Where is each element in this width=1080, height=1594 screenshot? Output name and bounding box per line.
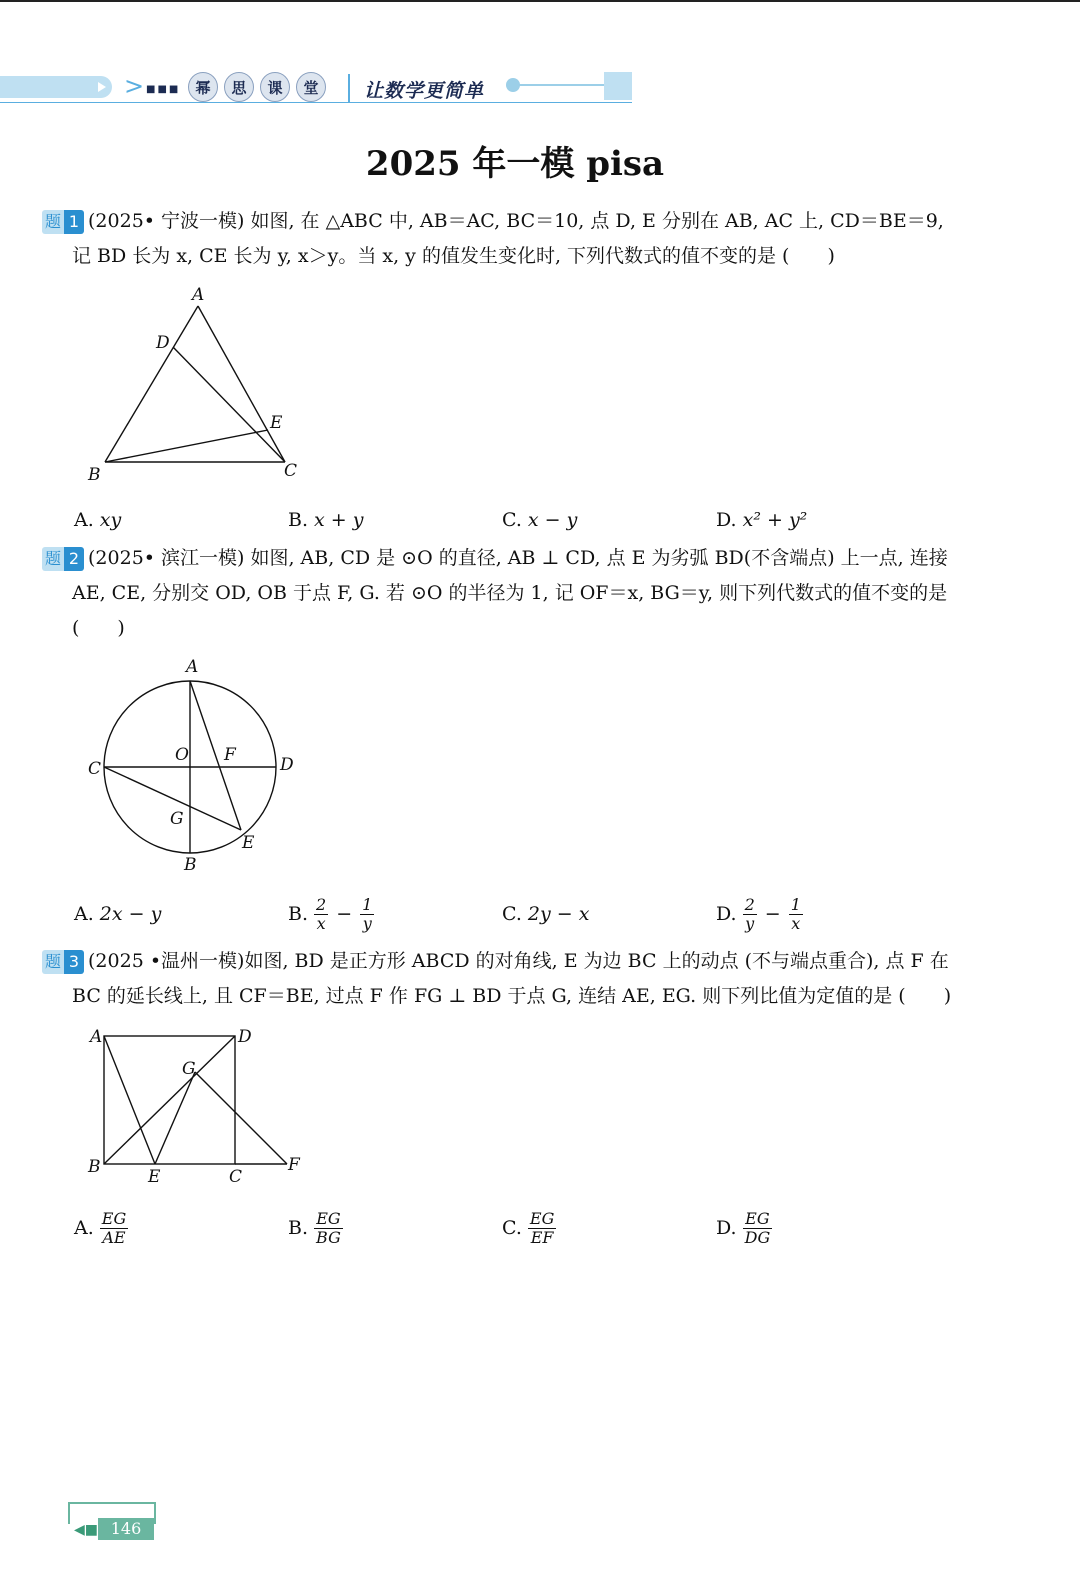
point-label: C <box>88 759 102 779</box>
numerator: 1 <box>362 894 373 914</box>
numerator: EG <box>101 1208 127 1228</box>
option-a[interactable] <box>74 1208 128 1248</box>
denominator: y <box>362 913 372 933</box>
denominator: x <box>316 913 326 933</box>
dots-icon: ■■■ <box>146 84 181 95</box>
question-number: 3 <box>64 950 84 974</box>
denominator: DG <box>744 1227 771 1247</box>
question-label-text: 题 <box>42 210 64 234</box>
fraction <box>314 1210 343 1247</box>
denominator: x <box>791 913 801 933</box>
option-letter: C. <box>502 1217 522 1239</box>
option-c[interactable] <box>502 894 589 934</box>
banner-bar <box>0 76 112 98</box>
fraction <box>360 896 374 933</box>
point-label: F <box>288 1155 300 1175</box>
point-label: B <box>88 1157 101 1177</box>
option-text: x² + y² <box>742 509 808 531</box>
brand-badge: 思 <box>224 72 254 102</box>
option-d[interactable] <box>716 500 807 540</box>
question-label <box>42 950 84 974</box>
point-label: B <box>184 855 197 875</box>
brand-badge: 课 <box>260 72 290 102</box>
square-figure <box>80 1020 320 1200</box>
segment-eg <box>155 1072 195 1164</box>
option-letter: D. <box>716 509 737 531</box>
option-letter: C. <box>502 509 522 531</box>
option-letter: C. <box>502 903 522 925</box>
point-label: E <box>242 833 255 853</box>
question-number: 2 <box>64 547 84 571</box>
question-3 <box>42 944 1002 1014</box>
segment-ae <box>104 1036 155 1164</box>
banner-block <box>604 72 632 100</box>
question-3-line-1 <box>42 944 1002 979</box>
brand-badge: 幂 <box>188 72 218 102</box>
segment-fg <box>195 1072 287 1164</box>
denominator: AE <box>102 1227 126 1247</box>
question-2 <box>42 541 1002 646</box>
fraction <box>100 1210 128 1247</box>
question-2-line-3: ( ) <box>72 617 125 639</box>
numerator: 2 <box>744 894 755 914</box>
denominator: EF <box>530 1227 554 1247</box>
fraction <box>528 1210 556 1247</box>
page-footer <box>68 1502 154 1540</box>
denominator: y <box>745 913 755 933</box>
option-a[interactable] <box>74 894 161 934</box>
chevron-right-icon: > <box>124 72 145 100</box>
fraction <box>789 896 803 933</box>
diagonal-bd <box>104 1036 235 1164</box>
option-letter: A. <box>74 509 94 531</box>
circle-figure <box>80 654 320 884</box>
fraction <box>314 896 328 933</box>
option-letter: B. <box>288 509 309 531</box>
option-text: 2y − x <box>527 903 590 925</box>
option-letter: B. <box>288 903 309 925</box>
option-text: x + y <box>314 509 364 531</box>
question-text: (2025 •温州一模)如图, BD 是正方形 ABCD 的对角线, E 为边 BC 上的动点 (不与端点重合), 点 F 在 <box>88 950 949 972</box>
page-number: 146 <box>98 1518 154 1540</box>
point-label: D <box>280 755 294 775</box>
question-label <box>42 210 84 234</box>
triangle-figure <box>80 284 320 494</box>
question-2-line-2: AE, CE, 分别交 OD, OB 于点 F, G. 若 ⊙O 的半径为 1, 记 OF＝x, BG＝y, 则下列代数式的值不变的是 <box>72 582 948 604</box>
point-label: D <box>238 1027 252 1047</box>
numerator: 1 <box>790 894 801 914</box>
point-label: A <box>192 285 205 305</box>
option-d[interactable] <box>716 894 803 934</box>
edge-ac <box>198 306 285 462</box>
option-b[interactable] <box>288 1208 343 1248</box>
point-label: B <box>88 465 101 485</box>
question-label-text: 题 <box>42 950 64 974</box>
point-label: C <box>284 461 298 481</box>
question-label <box>42 547 84 571</box>
operator: − <box>336 903 353 925</box>
point-label: E <box>148 1167 161 1187</box>
point-label: O <box>175 745 189 765</box>
top-border-line <box>0 0 1080 2</box>
point-label: D <box>156 333 170 353</box>
brand-badge: 堂 <box>296 72 326 102</box>
point-label: F <box>224 745 236 765</box>
question-number: 1 <box>64 210 84 234</box>
fraction <box>743 1210 773 1247</box>
banner-underline <box>0 102 632 103</box>
question-1-line-2: 记 BD 长为 x, CE 长为 y, x＞y。当 x, y 的值发生变化时, 下列代数式的值不变的是 ( ) <box>72 245 835 267</box>
question-label-text: 题 <box>42 547 64 571</box>
option-b[interactable] <box>288 894 374 934</box>
option-letter: B. <box>288 1217 309 1239</box>
option-letter: A. <box>74 903 94 925</box>
option-text: 2x − y <box>99 903 162 925</box>
header-banner <box>0 72 640 106</box>
question-text: (2025• 滨江一模) 如图, AB, CD 是 ⊙O 的直径, AB ⊥ CD, 点 E 为劣弧 BD(不含端点) 上一点, 连接 <box>88 547 948 569</box>
numerator: 2 <box>316 894 327 914</box>
question-2-line-1 <box>42 541 1002 576</box>
operator: − <box>764 903 781 925</box>
point-label: G <box>170 809 184 829</box>
option-letter: A. <box>74 1217 94 1239</box>
question-1 <box>42 204 1002 274</box>
denominator: BG <box>316 1227 341 1247</box>
brand-badges <box>188 72 326 102</box>
point-label: A <box>186 657 199 677</box>
option-c[interactable] <box>502 500 577 540</box>
point-label: A <box>90 1027 103 1047</box>
banner-arrow-icon <box>98 82 106 92</box>
option-letter: D. <box>716 1217 737 1239</box>
point-label: E <box>270 413 283 433</box>
point-label: C <box>229 1167 243 1187</box>
question-text: (2025• 宁波一模) 如图, 在 △ABC 中, AB＝AC, BC＝10, 点 D, E 分别在 AB, AC 上, CD＝BE＝9, <box>88 210 944 232</box>
slogan: 让数学更简单 <box>364 80 485 102</box>
question-3-line-2: BC 的延长线上, 且 CF＝BE, 过点 F 作 FG ⊥ BD 于点 G, 连结 AE, EG. 则下列比值为定值的是 ( ) <box>72 985 952 1007</box>
fraction <box>743 896 757 933</box>
option-b[interactable] <box>288 500 363 540</box>
option-a[interactable] <box>74 500 121 540</box>
page-title: 2025 年一模 pisa <box>365 144 665 184</box>
option-letter: D. <box>716 903 737 925</box>
numerator: EG <box>316 1208 341 1228</box>
banner-line <box>518 84 610 86</box>
option-text: xy <box>99 509 122 531</box>
numerator: EG <box>745 1208 770 1228</box>
question-1-line-1 <box>42 204 1002 239</box>
option-c[interactable] <box>502 1208 556 1248</box>
banner-separator <box>348 74 350 102</box>
edge-ab <box>105 306 198 462</box>
numerator: EG <box>529 1208 555 1228</box>
option-d[interactable] <box>716 1208 772 1248</box>
option-text: x − y <box>527 509 578 531</box>
point-label: G <box>182 1059 196 1079</box>
plug-icon: ◀■ <box>74 1522 98 1538</box>
segment-be <box>105 430 268 462</box>
